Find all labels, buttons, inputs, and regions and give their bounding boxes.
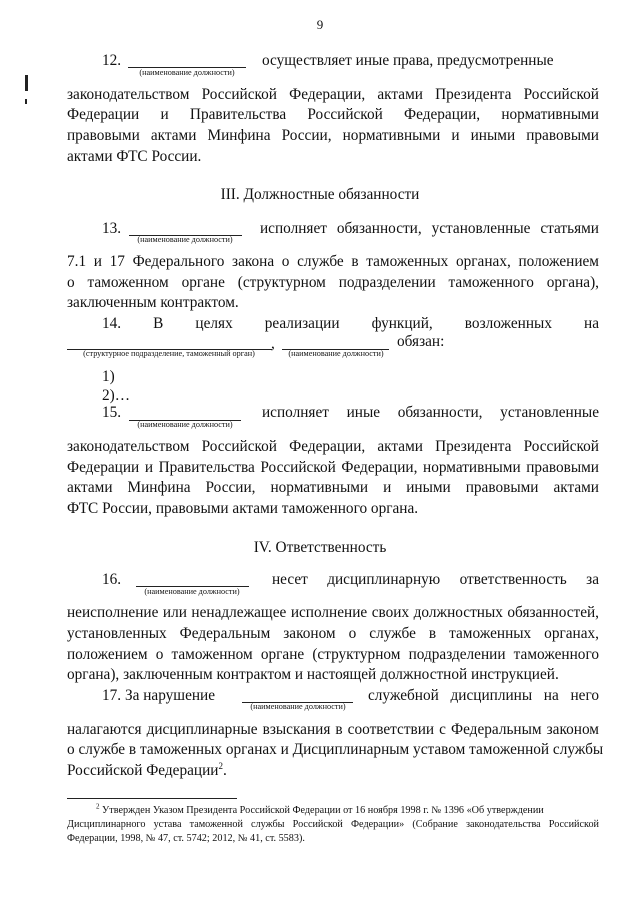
p14-item2: 2)…: [102, 387, 131, 404]
p15-line4: актами Минфина России, нормативными и иными правовыми актами: [67, 479, 599, 496]
p12-line1: осуществляет иные права, предусмотренные: [262, 52, 554, 69]
p13-line2: 7.1 и 17 Федерального закона о службе в таможенных органах, положением: [67, 253, 599, 270]
p17-line3: о службе в таможенных органах и Дисциплинарным уставом таможенной службы: [67, 741, 604, 758]
p12-line5: актами ФТС России.: [67, 148, 202, 165]
position-caption: (наименование должности): [137, 420, 233, 429]
footnote-ref: 2: [218, 760, 223, 771]
p14-comma: ,: [271, 335, 275, 352]
p16-line2: неисполнение или ненадлежащее исполнение своих должностных обязанностей,: [67, 604, 599, 621]
section-3-title: III. Должностные обязанности: [220, 186, 420, 203]
position-caption: (наименование должности): [250, 702, 346, 711]
p15-line3: Федерации и Правительства Российской Федерации, нормативными правовыми: [67, 459, 599, 476]
p12-line2: законодательством Российской Федерации, актами Президента Российской: [67, 86, 599, 103]
margin-mark: [25, 75, 28, 91]
p12-line3: Федерации и Правительства Российской Федерации, нормативными: [67, 106, 599, 123]
footnote-line3: Федерации, 1998, № 47, ст. 5742; 2012, № 41, ст. 5583).: [67, 833, 305, 844]
p12-line4: правовыми актами Минфина России, нормативными и иными правовыми: [67, 127, 599, 144]
margin-mark: [25, 99, 27, 104]
p13-line4: заключенным контрактом.: [67, 294, 239, 311]
p17-line1: служебной дисциплины на него: [368, 687, 599, 704]
p15-line2: законодательством Российской Федерации, актами Президента Российской: [67, 438, 599, 455]
position-caption: (наименование должности): [139, 68, 235, 77]
p16-number: 16.: [102, 571, 122, 588]
p15-number: 15.: [102, 404, 122, 421]
p15-line5: ФТС России, правовыми актами таможенного органа.: [67, 500, 419, 517]
p16-line1: несет дисциплинарную ответственность за: [272, 571, 599, 588]
p14-obyazan: обязан:: [397, 333, 445, 350]
position-caption: (наименование должности): [288, 349, 384, 358]
p17-line4: Российской Федерации$^2$.: [67, 760, 227, 779]
footnote-line2: Дисциплинарного устава таможенной службы Российской Федерации» (Собрание законодательства Российской: [67, 819, 599, 830]
p17-line2: налагаются дисциплинарные взыскания в соответствии с Федеральным законом: [67, 721, 599, 738]
p16-line4: положением о таможенном органе (структурном подразделении таможенного: [67, 646, 599, 663]
section-4-title: IV. Ответственность: [253, 539, 387, 556]
p13-line1: исполняет обязанности, установленные статьями: [260, 220, 599, 237]
footnote-separator: [67, 798, 237, 799]
p15-line1: исполняет иные обязанности, установленные: [262, 404, 599, 421]
footnote-line1: $^2$ Утвержден Указом Президента Российской Федерации от 16 ноября 1998 г. № 1396 «Об утверждении: [96, 802, 544, 816]
p14-item1: 1): [102, 368, 115, 385]
unit-caption: (структурное подразделение, таможенный орган): [83, 349, 255, 358]
page-number: 9: [316, 17, 324, 32]
p13-number: 13.: [102, 220, 122, 237]
position-caption: (наименование должности): [144, 587, 240, 596]
p12-number: 12.: [102, 52, 122, 69]
p13-line3: о таможенном органе (структурном подразделении таможенного органа),: [67, 274, 599, 291]
position-caption: (наименование должности): [137, 235, 233, 244]
p16-line5: органа), заключенным контрактом и настоящей должностной инструкцией.: [67, 666, 559, 683]
p14-line1: 14. В целях реализации функций, возложенных на: [102, 315, 599, 332]
p16-line3: установленных Федеральным законом о службе в таможенных органах,: [67, 625, 599, 642]
p17-start: 17. За нарушение: [102, 687, 216, 704]
